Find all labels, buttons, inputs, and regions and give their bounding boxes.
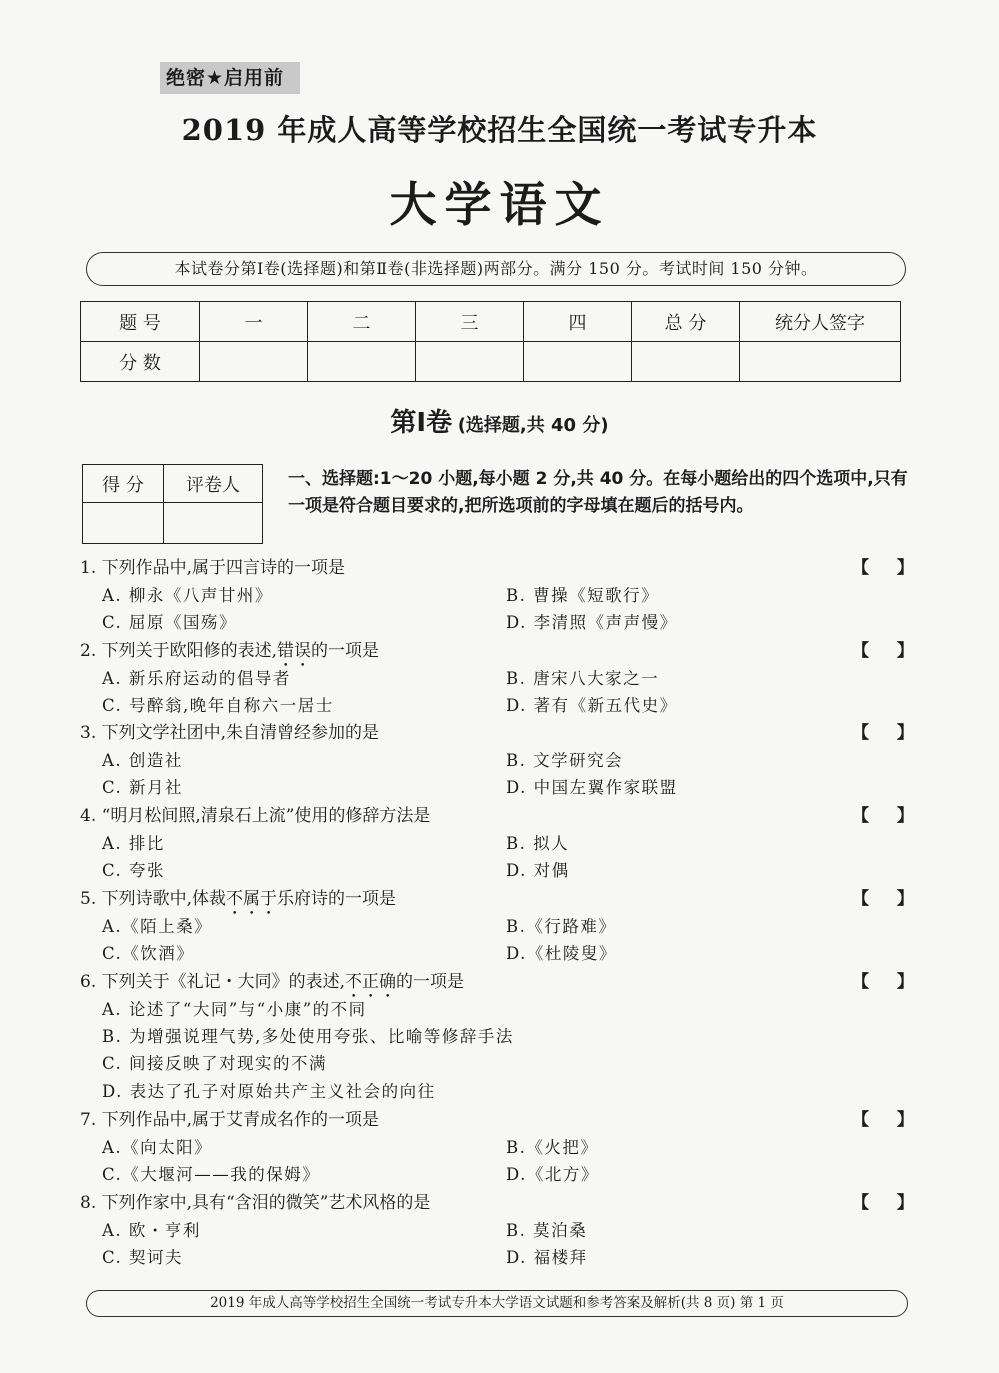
question-1-option-c: C. 屈原《国殇》 <box>102 613 238 632</box>
score-cell-part-2: 二 <box>308 302 416 342</box>
score-input-cell <box>524 342 632 382</box>
grader-input-cell <box>164 503 263 544</box>
stem-text: 乐府诗的一项是 <box>277 889 397 909</box>
question-4-option-c: C. 夸张 <box>102 861 166 880</box>
exam-notice: 本试卷分第Ⅰ卷(选择题)和第Ⅱ卷(非选择题)两部分。满分 150 分。考试时间 150 分钟。 <box>86 252 906 286</box>
question-5-option-a: A.《陌上桑》 <box>102 917 213 936</box>
section-instructions: 一、选择题:1～20 小题,每小题 2 分,共 40 分。在每小题给出的四个选项中,只有一项是符合题目要求的,把所选项前的字母填在题后的括号内。 <box>288 469 908 516</box>
question-7-option-d: D.《北方》 <box>506 1165 599 1184</box>
question-3-option-d: D. 中国左翼作家联盟 <box>506 778 678 797</box>
answer-bracket: 【 】 <box>852 1110 914 1130</box>
score-input-cell <box>416 342 524 382</box>
score-input-cell <box>632 342 740 382</box>
score-table-header-row <box>81 302 901 342</box>
question-1-option-d: D. 李清照《声声慢》 <box>506 613 678 632</box>
grader-input-cell <box>83 503 164 544</box>
question-5-option-c: C.《饮酒》 <box>102 944 195 963</box>
stem-text: 6. 下列关于《礼记・大同》的表述, <box>80 972 346 992</box>
question-3-option-b: B. 文学研究会 <box>506 751 624 770</box>
answer-bracket: 【 】 <box>852 1193 914 1213</box>
question-1-option-a: A. 柳永《八声甘州》 <box>102 586 273 605</box>
stem-text: 的一项是 <box>396 972 465 992</box>
question-7-stem: 7. 下列作品中,属于艾青成名作的一项是 <box>80 1110 380 1130</box>
question-1-option-b: B. 曹操《短歌行》 <box>506 586 660 605</box>
score-cell-signature: 统分人签字 <box>740 302 901 342</box>
question-8-stem: 8. 下列作家中,具有“含泪的微笑”艺术风格的是 <box>80 1193 431 1213</box>
score-cell-part-1: 一 <box>200 302 308 342</box>
question-2-option-d: D. 著有《新五代史》 <box>506 696 678 715</box>
question-7-option-a: A.《向太阳》 <box>102 1138 213 1157</box>
answer-bracket: 【 】 <box>852 889 914 909</box>
emphasis-text: 不属于 <box>226 889 278 909</box>
question-2-option-b: B. 唐宋八大家之一 <box>506 669 660 688</box>
question-6-option-a: A. 论述了“大同”与“小康”的不同 <box>102 1000 367 1019</box>
question-3-option-c: C. 新月社 <box>102 778 184 797</box>
score-table-score-row <box>81 342 901 382</box>
grader-table <box>82 464 263 544</box>
question-8-option-c: C. 契诃夫 <box>102 1248 184 1267</box>
question-6-option-b: B. 为增强说理气势,多处使用夸张、比喻等修辞手法 <box>102 1027 514 1046</box>
score-cell-question-no: 题 号 <box>81 302 200 342</box>
question-1-stem: 1. 下列作品中,属于四言诗的一项是 <box>80 558 346 578</box>
question-4-option-d: D. 对偶 <box>506 861 570 880</box>
answer-bracket: 【 】 <box>852 558 914 578</box>
question-7-option-b: B.《火把》 <box>506 1138 599 1157</box>
question-4-option-b: B. 拟人 <box>506 834 570 853</box>
score-table <box>80 301 901 382</box>
answer-bracket: 【 】 <box>852 723 914 743</box>
score-cell-part-3: 三 <box>416 302 524 342</box>
score-cell-score-label: 分 数 <box>81 342 200 382</box>
score-input-cell <box>308 342 416 382</box>
question-7-option-c: C.《大堰河——我的保姆》 <box>102 1165 321 1184</box>
subject-title: 大学语文 <box>389 178 610 233</box>
exam-title: 2019 年成人高等学校招生全国统一考试专升本 <box>181 113 818 147</box>
question-2-option-a: A. 新乐府运动的倡导者 <box>102 669 291 688</box>
score-input-cell <box>740 342 901 382</box>
section-title-main: 第Ⅰ卷 <box>390 408 453 438</box>
question-5-option-d: D.《杜陵叟》 <box>506 944 617 963</box>
confidential-badge: 绝密★启用前 <box>160 62 300 94</box>
question-6-option-c: C. 间接反映了对现实的不满 <box>102 1054 328 1073</box>
score-input-cell <box>200 342 308 382</box>
question-5-option-b: B.《行路难》 <box>506 917 617 936</box>
emphasis-text: 不正确 <box>345 972 397 992</box>
stem-text: 2. 下列关于欧阳修的表述, <box>80 641 278 661</box>
score-cell-part-4: 四 <box>524 302 632 342</box>
question-2-option-c: C. 号醉翁,晚年自称六一居士 <box>102 696 334 715</box>
question-3-stem: 3. 下列文学社团中,朱自清曾经参加的是 <box>80 723 380 743</box>
answer-bracket: 【 】 <box>852 641 914 661</box>
question-4-option-a: A. 排比 <box>102 834 165 853</box>
stem-text: 5. 下列诗歌中,体裁 <box>80 889 227 909</box>
stem-text: 的一项是 <box>311 641 380 661</box>
question-3-option-a: A. 创造社 <box>102 751 183 770</box>
section-title-sub: (选择题,共 40 分) <box>457 415 609 436</box>
answer-bracket: 【 】 <box>852 806 914 826</box>
grader-cell-reviewer: 评卷人 <box>164 465 263 503</box>
grader-cell-score: 得 分 <box>83 465 164 503</box>
emphasis-text: 错误 <box>277 641 312 661</box>
question-8-option-a: A. 欧・亨利 <box>102 1221 201 1240</box>
question-6-option-d: D. 表达了孔子对原始共产主义社会的向往 <box>102 1082 436 1101</box>
answer-bracket: 【 】 <box>852 972 914 992</box>
question-4-stem: 4. “明月松间照,清泉石上流”使用的修辞方法是 <box>80 806 431 826</box>
section-title <box>0 402 999 439</box>
page-footer: 2019 年成人高等学校招生全国统一考试专升本大学语文试题和参考答案及解析(共 8 页) 第 1 页 <box>86 1290 908 1317</box>
question-8-option-b: B. 莫泊桑 <box>506 1221 588 1240</box>
question-8-option-d: D. 福楼拜 <box>506 1248 588 1267</box>
score-cell-total: 总 分 <box>632 302 740 342</box>
